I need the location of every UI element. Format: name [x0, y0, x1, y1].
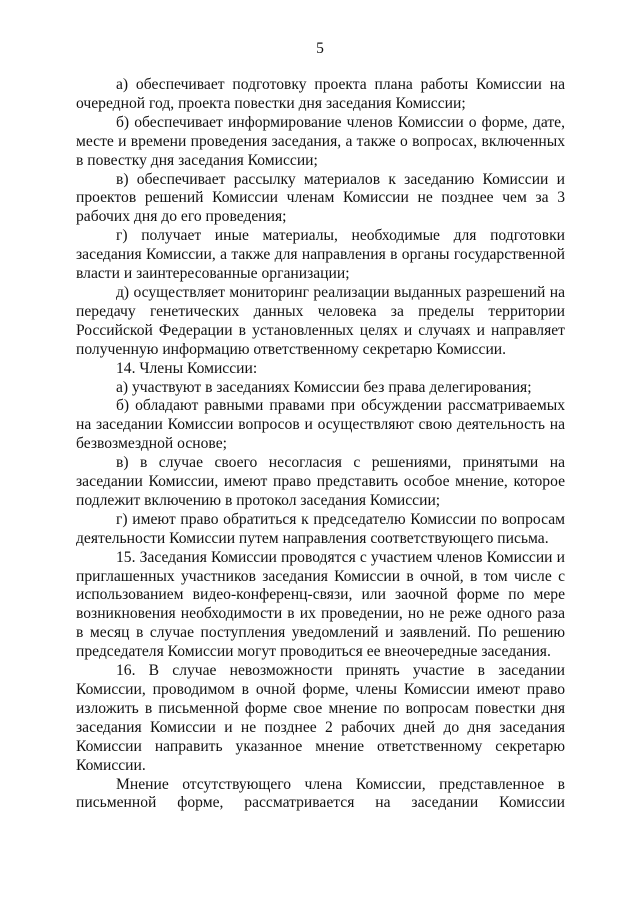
paragraph-13b: б) обеспечивает информирование членов Комиссии о форме, дате, месте и времени проведения заседания, а также о вопросах, включенных в повестку дня заседания Комиссии; — [76, 113, 565, 169]
paragraph-13c: в) обеспечивает рассылку материалов к заседанию Комиссии и проектов решений Комиссии членам Комиссии не позднее чем за 3 рабочих дня до его проведения; — [76, 170, 565, 226]
paragraph-14a: а) участвуют в заседаниях Комиссии без права делегирования; — [116, 378, 532, 396]
paragraph-16: 16. В случае невозможности принять участие в заседании Комиссии, проводимом в очной форме, члены Комиссии имеют право изложить в письменной форме свое мнение по вопросам повестки дня заседания Комиссии и не позднее 2 рабочих дней до дня заседания Комиссии направить указанное мнение ответственному секретарю Комиссии. — [76, 662, 565, 774]
paragraph-13a: а) обеспечивает подготовку проекта плана работы Комиссии на очередной год, проекта повестки дня заседания Комиссии; — [76, 76, 565, 112]
page-number: 5 — [316, 40, 324, 57]
paragraph-14d: г) имеют право обратиться к председателю Комиссии по вопросам деятельности Комиссии путем направления соответствующего письма. — [76, 510, 565, 547]
paragraph-14: 14. Члены Комиссии: — [116, 359, 258, 377]
paragraph-15: 15. Заседания Комиссии проводятся с участием членов Комиссии и приглашенных участников заседания Комиссии в очной, в том числе с использованием видео-конференц-связи, или заочной форме по мере возникновения необходимости в их проведении, но не реже одного раза в месяц в случае поступления уведомлений и заявлений. По решению председателя Комиссии могут проводиться ее внеочередные заседания. — [76, 548, 565, 661]
paragraph-13e: д) осуществляет мониторинг реализации выданных разрешений на передачу генетических данных человека за пределы территории Российской Федерации в установленных целях и случаях и направляет полученную информацию ответственному секретарю Комиссии. — [76, 283, 565, 358]
paragraph-14b: б) обладают равными правами при обсуждении рассматриваемых на заседании Комиссии вопросов и осуществляют свою деятельность на безвозмездной основе; — [76, 397, 565, 453]
document-body — [76, 76, 565, 813]
paragraph-13d: г) получает иные материалы, необходимые для подготовки заседания Комиссии, а также для направления в органы государственной власти и заинтересованные организации; — [76, 227, 565, 283]
paragraph-16-continued: Мнение отсутствующего члена Комиссии, представленное в письменной форме, рассматривается на заседании Комиссии — [76, 775, 565, 812]
paragraph-14c: в) в случае своего несогласия с решениями, принятыми на заседании Комиссии, имеют право представить особое мнение, которое подлежит включению в протокол заседания Комиссии; — [76, 454, 565, 509]
